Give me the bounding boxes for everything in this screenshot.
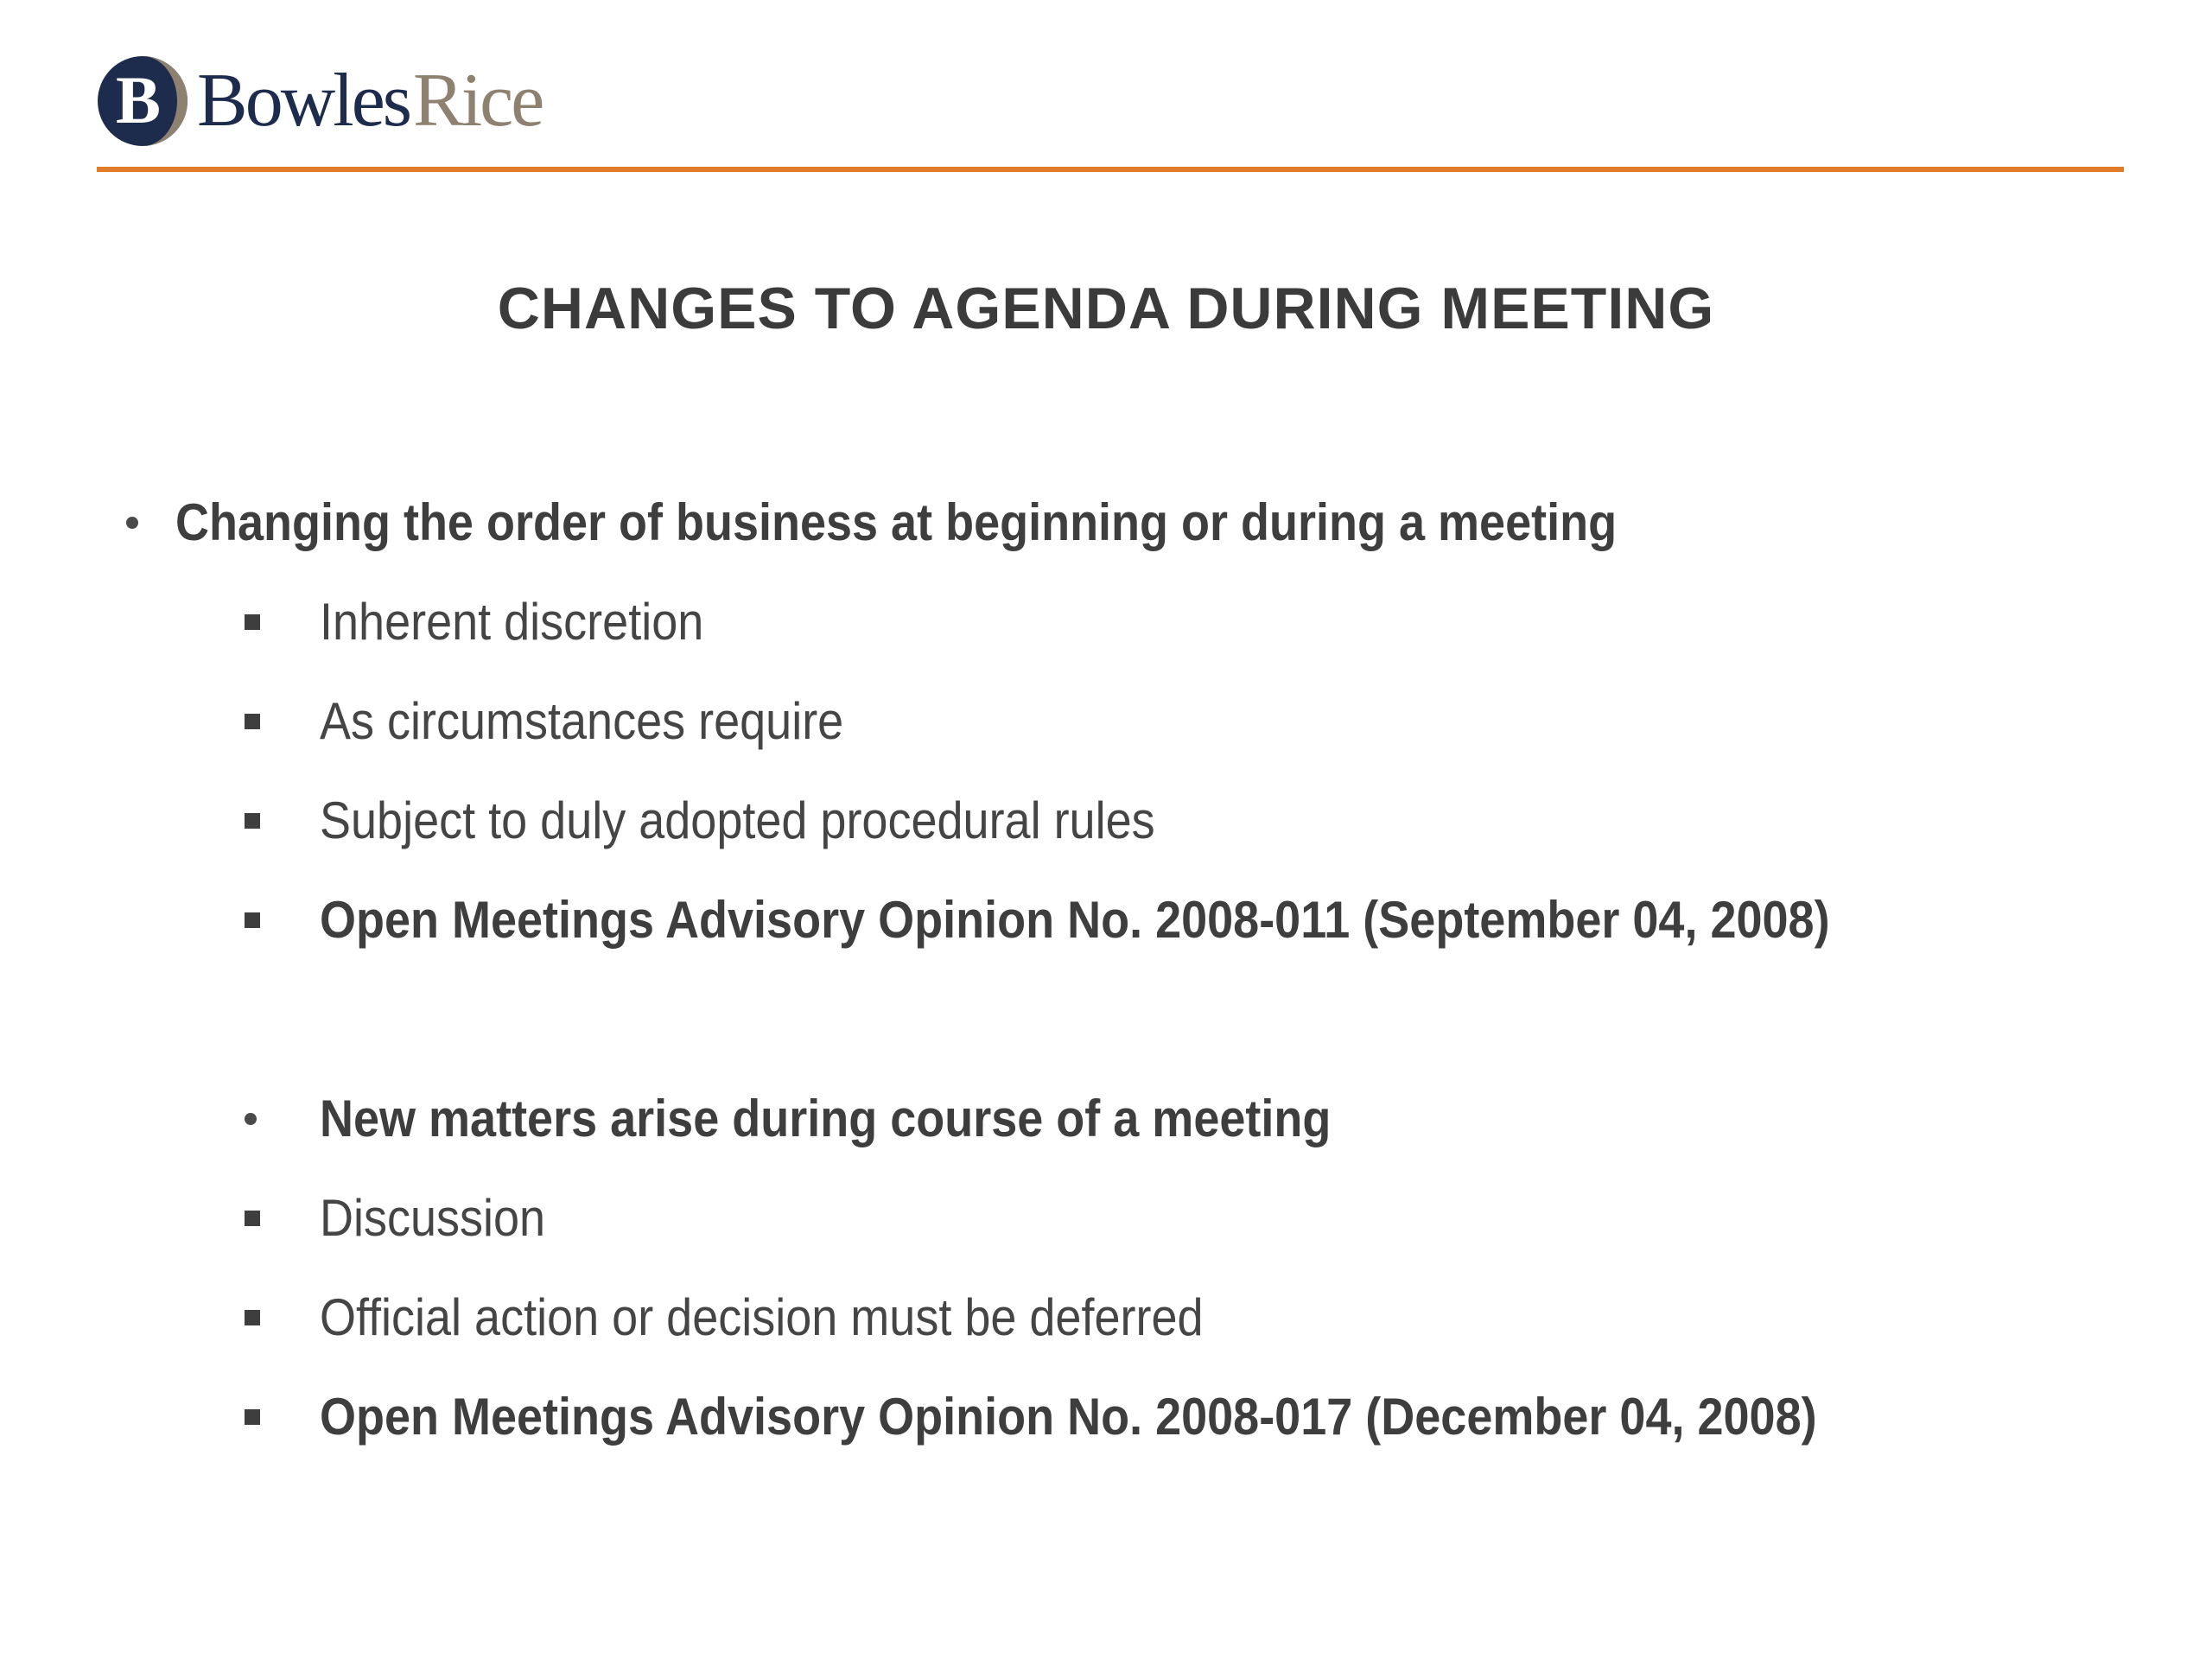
bowles-rice-logo: [95, 54, 542, 149]
square-bullet-icon: [245, 1310, 260, 1325]
logo-wordmark: [197, 59, 543, 143]
list-item-text: Open Meetings Advisory Opinion No. 2008-017 (December 04, 2008): [320, 1388, 1817, 1446]
list-item-text: Inherent discretion: [320, 593, 704, 651]
square-bullet-icon: [245, 714, 260, 729]
section-heading: New matters arise during course of a meeting: [320, 1090, 1332, 1147]
square-bullet-icon: [245, 1211, 260, 1226]
round-bullet-icon: [126, 517, 138, 529]
list-item-text: Open Meetings Advisory Opinion No. 2008-011 (September 04, 2008): [320, 891, 1830, 949]
list-item-text: As circumstances require: [320, 692, 844, 750]
square-bullet-icon: [245, 614, 260, 630]
list-item-text: Subject to duly adopted procedural rules: [320, 791, 1155, 849]
section-heading: Changing the order of business at beginning or during a meeting: [175, 493, 1618, 551]
logo-monogram-icon: [95, 54, 190, 149]
slide-header: [0, 0, 2212, 181]
list-item-text: Official action or decision must be deferred: [320, 1288, 1204, 1346]
list-item-text: Discussion: [320, 1189, 546, 1247]
logo-word-bowles: Bowles: [197, 59, 410, 143]
square-bullet-icon: [245, 813, 260, 829]
square-bullet-icon: [245, 1409, 260, 1425]
square-bullet-icon: [245, 912, 260, 928]
slide-title: CHANGES TO AGENDA DURING MEETING: [497, 276, 1715, 341]
logo-word-rice: Rice: [413, 59, 543, 143]
logo-monogram-letter: B: [115, 62, 162, 137]
header-divider: [97, 167, 2124, 172]
round-bullet-icon: [245, 1113, 257, 1125]
